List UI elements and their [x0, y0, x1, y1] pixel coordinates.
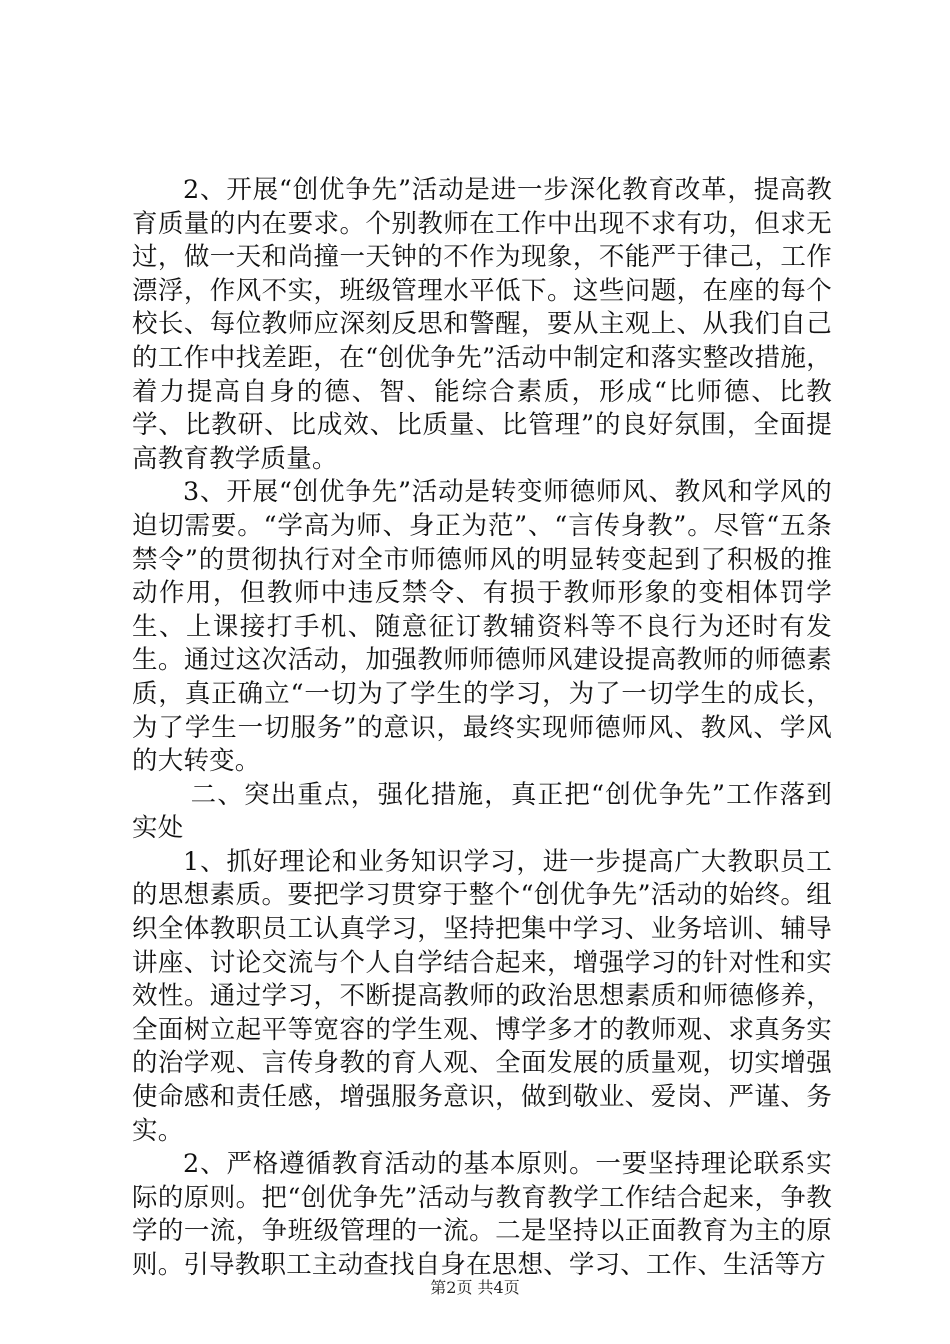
page-number-footer: 第2页 共4页	[430, 1278, 520, 1297]
document-body	[132, 174, 832, 1283]
section-heading-2: 二、突出重点，强化措施，真正把“创优争先”工作落到实处	[132, 779, 832, 844]
paragraph-3-ethics-style: 3、开展“创优争先”活动是转变师德师风、教风和学风的迫切需要。“学高为师、身正为范”、“言传身教”。尽管“五条禁令”的贯彻执行对全市师德师风的明显转变起到了积极的推动作用，但教师中违反禁令、有损于教师形象的变相体罚学生、上课接打手机、随意征订教辅资料等不良行为还时有发生。通过这次活动，加强教师师德师风建设提高教师的师德素质，真正确立“一切为了学生的学习，为了一切学生的成长，为了学生一切服务”的意识，最终实现师德师风、教风、学风的大转变。	[132, 477, 832, 777]
paragraph-2-significance-quality: 2、开展“创优争先”活动是进一步深化教育改革，提高教育质量的内在要求。个别教师在工作中出现不求有功，但求无过，做一天和尚撞一天钟的不作为现象，不能严于律己，工作漂浮，作风不实，班级管理水平低下。这些问题，在座的每个校长、每位教师应深刻反思和警醒，要从主观上、从我们自己的工作中找差距，在“创优争先”活动中制定和落实整改措施，着力提高自身的德、智、能综合素质，形成“比师德、比教学、比教研、比成效、比质量、比管理”的良好氛围，全面提高教育教学质量。	[132, 175, 832, 474]
paragraph-1-study: 1、抓好理论和业务知识学习，进一步提高广大教职员工的思想素质。要把学习贯穿于整个“创优争先”活动的始终。组织全体教职员工认真学习，坚持把集中学习、业务培训、辅导讲座、讨论交流与个人自学结合起来，增强学习的针对性和实效性。通过学习，不断提高教师的政治思想素质和师德修养，全面树立起平等宽容的学生观、博学多才的教师观、求真务实的治学观、言传身教的育人观、全面发展的质量观，切实增强使命感和责任感，增强服务意识，做到敬业、爱岗、严谨、务实。	[132, 846, 832, 1146]
paragraph-2-principles: 2、严格遵循教育活动的基本原则。一要坚持理论联系实际的原则。把“创优争先”活动与教育教学工作结合起来，争教学的一流，争班级管理的一流。二是坚持以正面教育为主的原则。引导教职工主动查找自身在思想、学习、工作、生活等方	[132, 1149, 832, 1280]
